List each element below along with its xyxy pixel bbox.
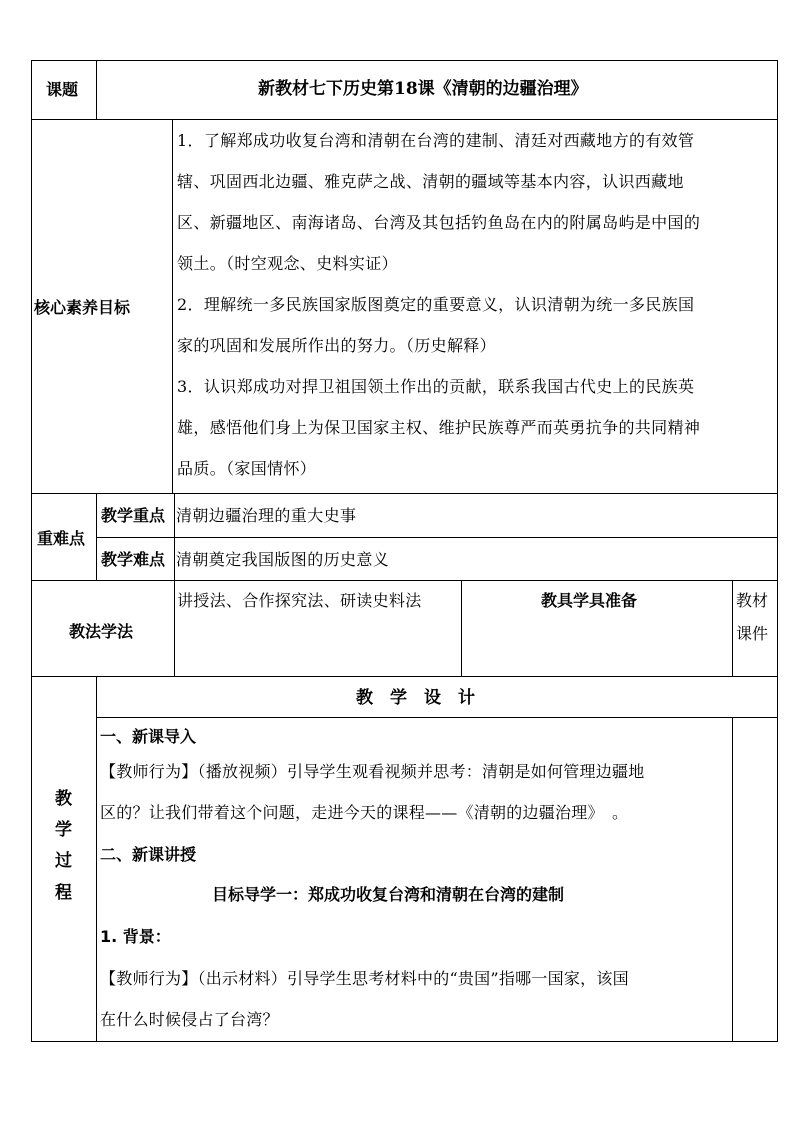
tools-label: 教具学具准备 <box>541 591 638 610</box>
goal-1-line-1: 1．了解郑成功收复台湾和清朝在台湾的建制、清廷对西藏地方的有效管 <box>177 131 695 150</box>
goal-3-line-1: 3．认识郑成功对捍卫祖国领土作出的贡献，联系我国古代史上的民族英 <box>177 377 695 396</box>
col-divider-topic <box>96 60 97 120</box>
process-label-char-2: 学 <box>55 820 72 840</box>
subsection-1-line-1: 【教师行为】（出示材料）引导学生思考材料中的“贵国”指哪一国家，该国 <box>100 969 629 988</box>
col-divider-methods-2 <box>461 580 462 677</box>
goals-label: 核心素养目标 <box>34 298 131 317</box>
col-divider-process-right <box>732 717 733 1042</box>
topic-title: 新教材七下历史第18课《清朝的边疆治理》 <box>258 79 588 99</box>
section-2-title: 二、新课讲授 <box>100 845 197 864</box>
goal-3-line-2: 雄，感悟他们身上为保卫国家主权、维护民族尊严而英勇抗争的共同精神 <box>177 418 701 437</box>
goal-1-heading: 目标导学一：郑成功收复台湾和清朝在台湾的建制 <box>212 885 565 904</box>
col-divider-difficulty-outer <box>96 493 97 581</box>
key-point-value: 清朝边疆治理的重大史事 <box>176 506 357 525</box>
subsection-1-line-2: 在什么时候侵占了台湾？ <box>100 1010 279 1029</box>
col-divider-difficulty-inner <box>174 493 175 581</box>
row-divider-methods <box>31 676 778 677</box>
col-divider-methods-3 <box>732 580 733 677</box>
subsection-1-title: 1. 背景： <box>100 927 171 946</box>
design-title: 教 学 设 计 <box>356 688 475 708</box>
row-divider-goals <box>31 493 778 494</box>
col-divider-methods-1 <box>174 580 175 677</box>
process-label-char-4: 程 <box>55 883 72 903</box>
table-top-border <box>31 60 778 61</box>
key-point-label: 教学重点 <box>101 506 166 525</box>
row-divider-key-point <box>96 537 778 538</box>
table-bottom-border <box>31 1041 778 1042</box>
table-right-border <box>777 60 778 1042</box>
section-1-title: 一、新课导入 <box>100 727 197 746</box>
topic-label: 课题 <box>46 80 79 99</box>
row-divider-design-title <box>96 717 778 718</box>
hard-point-value: 清朝奠定我国版图的历史意义 <box>176 550 390 569</box>
col-divider-process <box>96 676 97 1042</box>
methods-label: 教法学法 <box>69 622 134 641</box>
tools-value-line-1: 教材 <box>736 591 769 610</box>
goal-3-line-3: 品质。（家国情怀） <box>177 459 317 478</box>
row-divider-difficulty <box>31 580 778 581</box>
process-label-char-1: 教 <box>55 789 72 809</box>
hard-point-label: 教学难点 <box>101 550 166 569</box>
methods-value: 讲授法、合作探究法、研读史料法 <box>177 591 422 610</box>
goals-text <box>177 120 777 489</box>
goal-2-line-1: 2．理解统一多民族国家版图奠定的重要意义，认识清朝为统一多民族国 <box>177 295 695 314</box>
tools-value-line-2: 课件 <box>736 624 769 643</box>
col-divider-goals <box>172 119 173 494</box>
table-left-border <box>31 60 32 1042</box>
goal-2-line-2: 家的巩固和发展所作出的努力。（历史解释） <box>177 336 497 355</box>
goal-1-line-2: 辖、巩固西北边疆、雅克萨之战、清朝的疆域等基本内容，认识西藏地 <box>177 172 684 191</box>
process-label-char-3: 过 <box>55 851 72 871</box>
section-1-line-1: 【教师行为】（播放视频）引导学生观看视频并思考：清朝是如何管理边疆地 <box>100 762 645 781</box>
section-1-line-2: 区的？让我们带着这个问题，走进今天的课程——《清朝的边疆治理》 。 <box>100 803 629 822</box>
goal-1-line-3: 区、新疆地区、南海诸岛、台湾及其包括钓鱼岛在内的附属岛屿是中国的 <box>177 213 701 232</box>
difficulty-label: 重难点 <box>37 529 86 548</box>
goal-1-line-4: 领土。（时空观念、史料实证） <box>177 254 398 273</box>
